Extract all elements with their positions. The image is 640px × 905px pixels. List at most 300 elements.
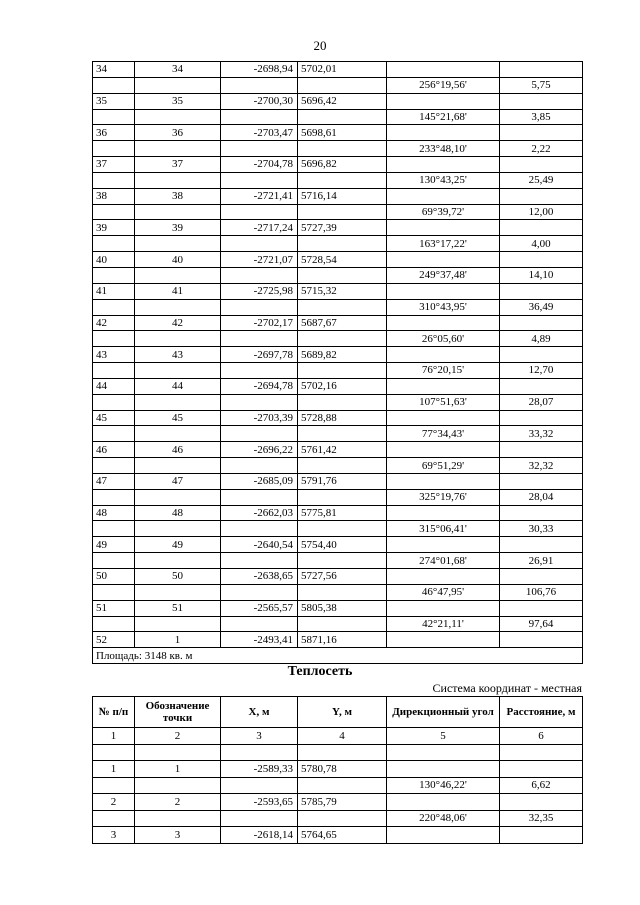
empty-cell (500, 744, 583, 761)
empty-cell (135, 204, 221, 220)
direction-angle-cell: 315°06,41' (387, 521, 500, 537)
empty-cell (93, 363, 135, 379)
point-row (93, 347, 583, 363)
empty-cell (93, 777, 135, 794)
point-row (93, 220, 583, 236)
empty-cell (221, 810, 298, 827)
point-label-cell: 48 (135, 505, 221, 521)
direction-angle-cell: 249°37,48' (387, 267, 500, 283)
empty-cell (387, 188, 500, 204)
segment-row (93, 521, 583, 537)
segment-row (93, 109, 583, 125)
point-label-cell: 2 (135, 794, 221, 811)
empty-cell (387, 93, 500, 109)
point-index-cell: 49 (93, 537, 135, 553)
empty-cell (298, 299, 387, 315)
point-index-cell: 36 (93, 125, 135, 141)
empty-cell (135, 394, 221, 410)
point-label-cell: 43 (135, 347, 221, 363)
empty-cell (387, 600, 500, 616)
x-coordinate-cell: -2662,03 (221, 505, 298, 521)
empty-cell (93, 744, 135, 761)
empty-cell (221, 331, 298, 347)
empty-cell (500, 442, 583, 458)
y-coordinate-cell: 5716,14 (298, 188, 387, 204)
segment-row (93, 331, 583, 347)
x-coordinate-cell: -2702,17 (221, 315, 298, 331)
distance-cell: 32,32 (500, 458, 583, 474)
column-number-cell: 3 (221, 728, 298, 745)
column-header: Y, м (298, 697, 387, 728)
empty-cell (221, 777, 298, 794)
point-label-cell: 35 (135, 93, 221, 109)
empty-cell (387, 157, 500, 173)
page-number: 20 (313, 38, 327, 53)
empty-cell (135, 172, 221, 188)
empty-cell (500, 220, 583, 236)
point-index-cell: 46 (93, 442, 135, 458)
empty-cell (387, 410, 500, 426)
empty-cell (387, 744, 500, 761)
distance-cell: 25,49 (500, 172, 583, 188)
point-index-cell: 48 (93, 505, 135, 521)
point-label-cell: 50 (135, 569, 221, 585)
direction-angle-cell: 77°34,43' (387, 426, 500, 442)
point-index-cell: 37 (93, 157, 135, 173)
segment-row (93, 458, 583, 474)
x-coordinate-cell: -2721,41 (221, 188, 298, 204)
y-coordinate-cell: 5702,16 (298, 378, 387, 394)
point-index-cell: 50 (93, 569, 135, 585)
empty-cell (298, 521, 387, 537)
empty-cell (93, 553, 135, 569)
empty-cell (135, 299, 221, 315)
heating-network-table (92, 696, 583, 844)
direction-angle-cell: 145°21,68' (387, 109, 500, 125)
empty-cell (500, 410, 583, 426)
empty-cell (221, 521, 298, 537)
empty-cell (221, 426, 298, 442)
empty-cell (221, 77, 298, 93)
empty-cell (135, 744, 221, 761)
empty-cell (500, 473, 583, 489)
x-coordinate-cell: -2493,41 (221, 632, 298, 648)
empty-cell (500, 188, 583, 204)
empty-cell (135, 553, 221, 569)
y-coordinate-cell: 5696,82 (298, 157, 387, 173)
empty-cell (135, 810, 221, 827)
direction-angle-cell: 130°43,25' (387, 172, 500, 188)
x-coordinate-cell: -2696,22 (221, 442, 298, 458)
direction-angle-cell: 310°43,95' (387, 299, 500, 315)
point-index-cell: 3 (93, 827, 135, 844)
point-label-cell: 44 (135, 378, 221, 394)
point-row (93, 125, 583, 141)
distance-cell: 14,10 (500, 267, 583, 283)
distance-cell: 33,32 (500, 426, 583, 442)
empty-cell (387, 347, 500, 363)
empty-cell (387, 220, 500, 236)
column-number-cell: 1 (93, 728, 135, 745)
empty-cell (387, 473, 500, 489)
x-coordinate-cell: -2717,24 (221, 220, 298, 236)
empty-cell (135, 426, 221, 442)
empty-cell (298, 236, 387, 252)
empty-cell (135, 236, 221, 252)
x-coordinate-cell: -2697,78 (221, 347, 298, 363)
empty-cell (500, 252, 583, 268)
point-row (93, 378, 583, 394)
point-index-cell: 51 (93, 600, 135, 616)
point-row (93, 410, 583, 426)
y-coordinate-cell: 5728,54 (298, 252, 387, 268)
distance-cell: 4,89 (500, 331, 583, 347)
empty-cell (500, 569, 583, 585)
section-title: Теплосеть (287, 664, 353, 679)
empty-cell (298, 172, 387, 188)
empty-cell (93, 394, 135, 410)
direction-angle-cell: 130°46,22' (387, 777, 500, 794)
point-label-cell: 38 (135, 188, 221, 204)
point-label-cell: 34 (135, 62, 221, 78)
header-row (93, 697, 583, 728)
point-label-cell: 40 (135, 252, 221, 268)
empty-cell (387, 761, 500, 778)
empty-cell (221, 363, 298, 379)
point-label-cell: 47 (135, 473, 221, 489)
distance-cell: 3,85 (500, 109, 583, 125)
empty-cell (135, 363, 221, 379)
empty-cell (135, 777, 221, 794)
empty-cell (298, 331, 387, 347)
empty-cell (500, 283, 583, 299)
y-coordinate-cell: 5805,38 (298, 600, 387, 616)
x-coordinate-cell: -2593,65 (221, 794, 298, 811)
x-coordinate-cell: -2618,14 (221, 827, 298, 844)
point-label-cell: 49 (135, 537, 221, 553)
point-index-cell: 34 (93, 62, 135, 78)
distance-cell: 106,76 (500, 584, 583, 600)
point-row (93, 600, 583, 616)
empty-cell (135, 109, 221, 125)
empty-cell (221, 141, 298, 157)
segment-row (93, 236, 583, 252)
column-number-cell: 4 (298, 728, 387, 745)
empty-cell (387, 442, 500, 458)
y-coordinate-cell: 5727,39 (298, 220, 387, 236)
empty-cell (93, 616, 135, 632)
distance-cell: 36,49 (500, 299, 583, 315)
empty-cell (387, 62, 500, 78)
column-header: Дирекционный угол (387, 697, 500, 728)
empty-cell (298, 553, 387, 569)
x-coordinate-cell: -2565,57 (221, 600, 298, 616)
empty-cell (221, 489, 298, 505)
segment-row (93, 489, 583, 505)
point-row (93, 537, 583, 553)
point-label-cell: 51 (135, 600, 221, 616)
empty-cell (93, 236, 135, 252)
point-label-cell: 41 (135, 283, 221, 299)
point-row (93, 761, 583, 778)
column-number-cell: 2 (135, 728, 221, 745)
empty-cell (387, 569, 500, 585)
point-index-cell: 43 (93, 347, 135, 363)
point-index-cell: 41 (93, 283, 135, 299)
empty-cell (93, 204, 135, 220)
y-coordinate-cell: 5702,01 (298, 62, 387, 78)
point-row (93, 473, 583, 489)
empty-cell (387, 537, 500, 553)
empty-cell (500, 347, 583, 363)
empty-cell (500, 600, 583, 616)
empty-cell (221, 584, 298, 600)
empty-cell (135, 489, 221, 505)
empty-cell (93, 109, 135, 125)
y-coordinate-cell: 5687,67 (298, 315, 387, 331)
point-row (93, 442, 583, 458)
distance-cell: 6,62 (500, 777, 583, 794)
point-row (93, 505, 583, 521)
empty-cell (93, 426, 135, 442)
column-number-cell: 6 (500, 728, 583, 745)
segment-row (93, 267, 583, 283)
empty-cell (500, 827, 583, 844)
point-index-cell: 39 (93, 220, 135, 236)
direction-angle-cell: 256°19,56' (387, 77, 500, 93)
empty-cell (387, 283, 500, 299)
empty-cell (135, 331, 221, 347)
point-row (93, 632, 583, 648)
empty-cell (93, 267, 135, 283)
empty-cell (500, 632, 583, 648)
y-coordinate-cell: 5689,82 (298, 347, 387, 363)
point-index-cell: 52 (93, 632, 135, 648)
empty-cell (387, 794, 500, 811)
empty-cell (298, 109, 387, 125)
point-label-cell: 42 (135, 315, 221, 331)
empty-cell (221, 744, 298, 761)
empty-cell (93, 172, 135, 188)
empty-cell (387, 505, 500, 521)
column-number-row (93, 728, 583, 745)
point-index-cell: 45 (93, 410, 135, 426)
point-index-cell: 47 (93, 473, 135, 489)
x-coordinate-cell: -2685,09 (221, 473, 298, 489)
empty-cell (500, 125, 583, 141)
y-coordinate-cell: 5728,88 (298, 410, 387, 426)
point-row (93, 315, 583, 331)
point-label-cell: 37 (135, 157, 221, 173)
column-header: X, м (221, 697, 298, 728)
empty-cell (135, 616, 221, 632)
empty-cell (298, 458, 387, 474)
column-header: № п/п (93, 697, 135, 728)
empty-cell (500, 93, 583, 109)
empty-cell (500, 537, 583, 553)
y-coordinate-cell: 5761,42 (298, 442, 387, 458)
empty-cell (298, 777, 387, 794)
point-row (93, 93, 583, 109)
empty-cell (221, 109, 298, 125)
empty-cell (500, 378, 583, 394)
direction-angle-cell: 46°47,95' (387, 584, 500, 600)
empty-cell (298, 616, 387, 632)
x-coordinate-cell: -2725,98 (221, 283, 298, 299)
point-label-cell: 46 (135, 442, 221, 458)
distance-cell: 5,75 (500, 77, 583, 93)
empty-cell (298, 77, 387, 93)
segment-row (93, 363, 583, 379)
empty-cell (93, 810, 135, 827)
empty-cell (93, 141, 135, 157)
empty-cell (387, 315, 500, 331)
point-label-cell: 45 (135, 410, 221, 426)
direction-angle-cell: 325°19,76' (387, 489, 500, 505)
direction-angle-cell: 274°01,68' (387, 553, 500, 569)
direction-angle-cell: 26°05,60' (387, 331, 500, 347)
area-row (93, 648, 583, 664)
point-row (93, 252, 583, 268)
x-coordinate-cell: -2640,54 (221, 537, 298, 553)
empty-cell (221, 172, 298, 188)
distance-cell: 12,70 (500, 363, 583, 379)
x-coordinate-cell: -2703,47 (221, 125, 298, 141)
empty-cell (500, 315, 583, 331)
point-index-cell: 38 (93, 188, 135, 204)
empty-cell (500, 761, 583, 778)
distance-cell: 97,64 (500, 616, 583, 632)
coordinates-table (92, 61, 583, 664)
segment-row (93, 172, 583, 188)
empty-cell (135, 141, 221, 157)
empty-cell (93, 458, 135, 474)
segment-row (93, 810, 583, 827)
y-coordinate-cell: 5785,79 (298, 794, 387, 811)
distance-cell: 12,00 (500, 204, 583, 220)
direction-angle-cell: 233°48,10' (387, 141, 500, 157)
segment-row (93, 426, 583, 442)
empty-cell (298, 426, 387, 442)
point-label-cell: 3 (135, 827, 221, 844)
point-index-cell: 35 (93, 93, 135, 109)
point-row (93, 62, 583, 78)
y-coordinate-cell: 5698,61 (298, 125, 387, 141)
point-label-cell: 39 (135, 220, 221, 236)
empty-cell (93, 331, 135, 347)
area-cell: Площадь: 3148 кв. м (93, 648, 583, 664)
x-coordinate-cell: -2704,78 (221, 157, 298, 173)
empty-cell (135, 458, 221, 474)
direction-angle-cell: 69°39,72' (387, 204, 500, 220)
segment-row (93, 553, 583, 569)
empty-cell (387, 632, 500, 648)
x-coordinate-cell: -2698,94 (221, 62, 298, 78)
empty-cell (298, 141, 387, 157)
empty-cell (221, 267, 298, 283)
empty-cell (500, 157, 583, 173)
coordinate-system-note: Система координат - местная (432, 681, 582, 695)
point-row (93, 794, 583, 811)
point-row (93, 188, 583, 204)
empty-cell (93, 77, 135, 93)
empty-cell (298, 363, 387, 379)
empty-cell (298, 744, 387, 761)
empty-cell (221, 394, 298, 410)
point-row (93, 569, 583, 585)
empty-cell (135, 77, 221, 93)
point-index-cell: 42 (93, 315, 135, 331)
empty-cell (500, 505, 583, 521)
direction-angle-cell: 107°51,63' (387, 394, 500, 410)
empty-cell (221, 616, 298, 632)
empty-cell (221, 236, 298, 252)
empty-cell (298, 267, 387, 283)
empty-cell (298, 204, 387, 220)
empty-cell (387, 125, 500, 141)
column-header: Расстояние, м (500, 697, 583, 728)
direction-angle-cell: 42°21,11' (387, 616, 500, 632)
y-coordinate-cell: 5780,78 (298, 761, 387, 778)
y-coordinate-cell: 5715,32 (298, 283, 387, 299)
x-coordinate-cell: -2703,39 (221, 410, 298, 426)
empty-cell (387, 827, 500, 844)
empty-cell (221, 553, 298, 569)
empty-cell (387, 378, 500, 394)
distance-cell: 28,07 (500, 394, 583, 410)
empty-cell (298, 394, 387, 410)
y-coordinate-cell: 5696,42 (298, 93, 387, 109)
point-row (93, 157, 583, 173)
empty-cell (135, 267, 221, 283)
y-coordinate-cell: 5791,76 (298, 473, 387, 489)
point-index-cell: 44 (93, 378, 135, 394)
point-index-cell: 40 (93, 252, 135, 268)
empty-row (93, 744, 583, 761)
point-label-cell: 36 (135, 125, 221, 141)
empty-cell (500, 794, 583, 811)
column-header: Обозначение точки (135, 697, 221, 728)
point-row (93, 827, 583, 844)
distance-cell: 30,33 (500, 521, 583, 537)
segment-row (93, 77, 583, 93)
empty-cell (93, 584, 135, 600)
y-coordinate-cell: 5727,56 (298, 569, 387, 585)
column-number-cell: 5 (387, 728, 500, 745)
empty-cell (500, 62, 583, 78)
segment-row (93, 616, 583, 632)
x-coordinate-cell: -2721,07 (221, 252, 298, 268)
y-coordinate-cell: 5775,81 (298, 505, 387, 521)
point-index-cell: 1 (93, 761, 135, 778)
empty-cell (135, 521, 221, 537)
y-coordinate-cell: 5871,16 (298, 632, 387, 648)
empty-cell (221, 299, 298, 315)
empty-cell (387, 252, 500, 268)
distance-cell: 2,22 (500, 141, 583, 157)
x-coordinate-cell: -2589,33 (221, 761, 298, 778)
direction-angle-cell: 69°51,29' (387, 458, 500, 474)
direction-angle-cell: 220°48,06' (387, 810, 500, 827)
distance-cell: 28,04 (500, 489, 583, 505)
segment-row (93, 584, 583, 600)
empty-cell (221, 458, 298, 474)
empty-cell (93, 299, 135, 315)
x-coordinate-cell: -2694,78 (221, 378, 298, 394)
segment-row (93, 141, 583, 157)
distance-cell: 32,35 (500, 810, 583, 827)
distance-cell: 26,91 (500, 553, 583, 569)
